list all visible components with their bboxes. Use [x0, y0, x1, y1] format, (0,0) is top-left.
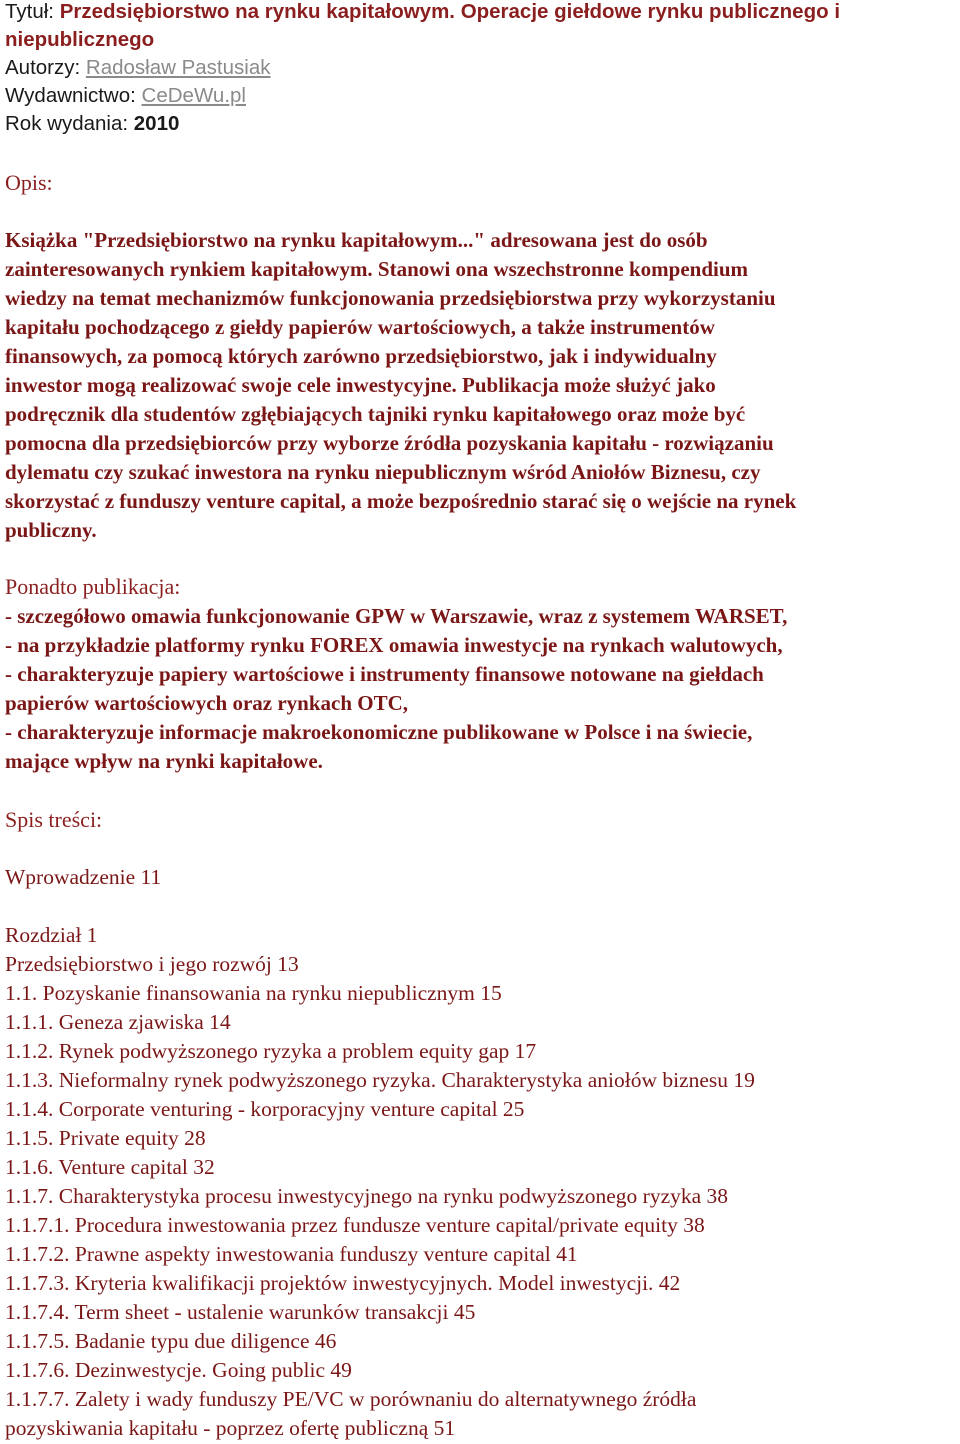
toc-intro: Wprowadzenie 11 [5, 865, 162, 889]
title-value: Przedsiębiorstwo na rynku kapitałowym. Operacje giełdowe rynku publicznego i [59, 0, 841, 23]
description-line: finansowych, za pomocą których zarówno przedsiębiorstwo, jak i indywidualny [5, 344, 717, 368]
list-item: - charakteryzuje informacje makroekonomiczne publikowane w Polsce i na świecie, [5, 720, 753, 744]
toc-item: 1.1.7.7. Zalety i wady funduszy PE/VC w porównaniu do alternatywnego źródła [5, 1387, 697, 1411]
toc-item: 1.1.7.2. Prawne aspekty inwestowania funduszy venture capital 41 [5, 1242, 578, 1266]
publisher-row [5, 82, 840, 110]
extra-list [5, 602, 787, 776]
author-link[interactable]: Radosław Pastusiak [85, 56, 271, 79]
year-value: 2010 [133, 112, 180, 135]
year-label: Rok wydania: [5, 112, 134, 135]
authors-label: Autorzy: [5, 56, 86, 79]
toc-item: Przedsiębiorstwo i jego rozwój 13 [5, 952, 299, 976]
toc-item: 1.1.5. Private equity 28 [5, 1126, 206, 1150]
toc-chapter: Rozdział 1 [5, 923, 98, 947]
description-line: publiczny. [5, 518, 97, 542]
description-line: inwestor mogą realizować swoje cele inwestycyjne. Publikacja może służyć jako [5, 373, 716, 397]
description-heading: Opis: [5, 170, 53, 195]
toc-list [5, 921, 755, 1443]
description-line: wiedzy na temat mechanizmów funkcjonowania przedsiębiorstwa przy wykorzystaniu [5, 286, 776, 310]
extra-heading: Ponadto publikacja: [5, 574, 181, 599]
description-line: podręcznik dla studentów zgłębiających tajniki rynku kapitałowego oraz może być [5, 402, 746, 426]
authors-row [5, 54, 840, 82]
list-item: papierów wartościowych oraz rynkach OTC, [5, 691, 409, 715]
year-row [5, 110, 840, 138]
description-line: pomocna dla przedsiębiorców przy wyborze źródła pozyskania kapitału - rozwiązaniu [5, 431, 774, 455]
list-item: - na przykładzie platformy rynku FOREX omawia inwestycje na rynkach walutowych, [5, 633, 783, 657]
toc-item: 1.1.6. Venture capital 32 [5, 1155, 215, 1179]
title-value-continued: niepublicznego [5, 28, 155, 51]
toc-item: 1.1. Pozyskanie finansowania na rynku niepublicznym 15 [5, 981, 502, 1005]
book-metadata [5, 0, 840, 138]
description-line: skorzystać z funduszy venture capital, a może bezpośrednio starać się o wejście na rynek [5, 489, 797, 513]
publisher-link[interactable]: CeDeWu.pl [141, 84, 246, 107]
list-item: - szczegółowo omawia funkcjonowanie GPW w Warszawie, wraz z systemem WARSET, [5, 604, 788, 628]
title-row [5, 0, 840, 26]
toc-item: 1.1.7. Charakterystyka procesu inwestycyjnego na rynku podwyższonego ryzyka 38 [5, 1184, 729, 1208]
description-line: kapitału pochodzącego z giełdy papierów wartościowych, a także instrumentów [5, 315, 715, 339]
toc-item: 1.1.1. Geneza zjawiska 14 [5, 1010, 231, 1034]
toc-item: 1.1.4. Corporate venturing - korporacyjny venture capital 25 [5, 1097, 525, 1121]
publisher-label: Wydawnictwo: [5, 84, 142, 107]
toc-item: 1.1.3. Nieformalny rynek podwyższonego ryzyka. Charakterystyka aniołów biznesu 19 [5, 1068, 755, 1092]
toc-heading: Spis treści: [5, 807, 103, 832]
toc-item: pozyskiwania kapitału - poprzez ofertę publiczną 51 [5, 1416, 456, 1440]
toc-item: 1.1.2. Rynek podwyższonego ryzyka a problem equity gap 17 [5, 1039, 537, 1063]
toc-item: 1.1.7.6. Dezinwestycje. Going public 49 [5, 1358, 352, 1382]
description-line: dylematu czy szukać inwestora na rynku niepublicznym wśród Aniołów Biznesu, czy [5, 460, 761, 484]
toc-item: 1.1.7.5. Badanie typu due diligence 46 [5, 1329, 337, 1353]
description-line: zainteresowanych rynkiem kapitałowym. Stanowi ona wszechstronne kompendium [5, 257, 749, 281]
list-item: mające wpływ na rynki kapitałowe. [5, 749, 323, 773]
toc-item: 1.1.7.1. Procedura inwestowania przez fundusze venture capital/private equity 38 [5, 1213, 705, 1237]
title-label: Tytuł: [5, 0, 60, 23]
description-line: Książka "Przedsiębiorstwo na rynku kapitałowym..." adresowana jest do osób [5, 228, 708, 252]
list-item: - charakteryzuje papiery wartościowe i instrumenty finansowe notowane na giełdach [5, 662, 764, 686]
toc-item: 1.1.7.3. Kryteria kwalifikacji projektów inwestycyjnych. Model inwestycji. 42 [5, 1271, 681, 1295]
description-text [5, 226, 796, 545]
toc-item: 1.1.7.4. Term sheet - ustalenie warunków transakcji 45 [5, 1300, 476, 1324]
